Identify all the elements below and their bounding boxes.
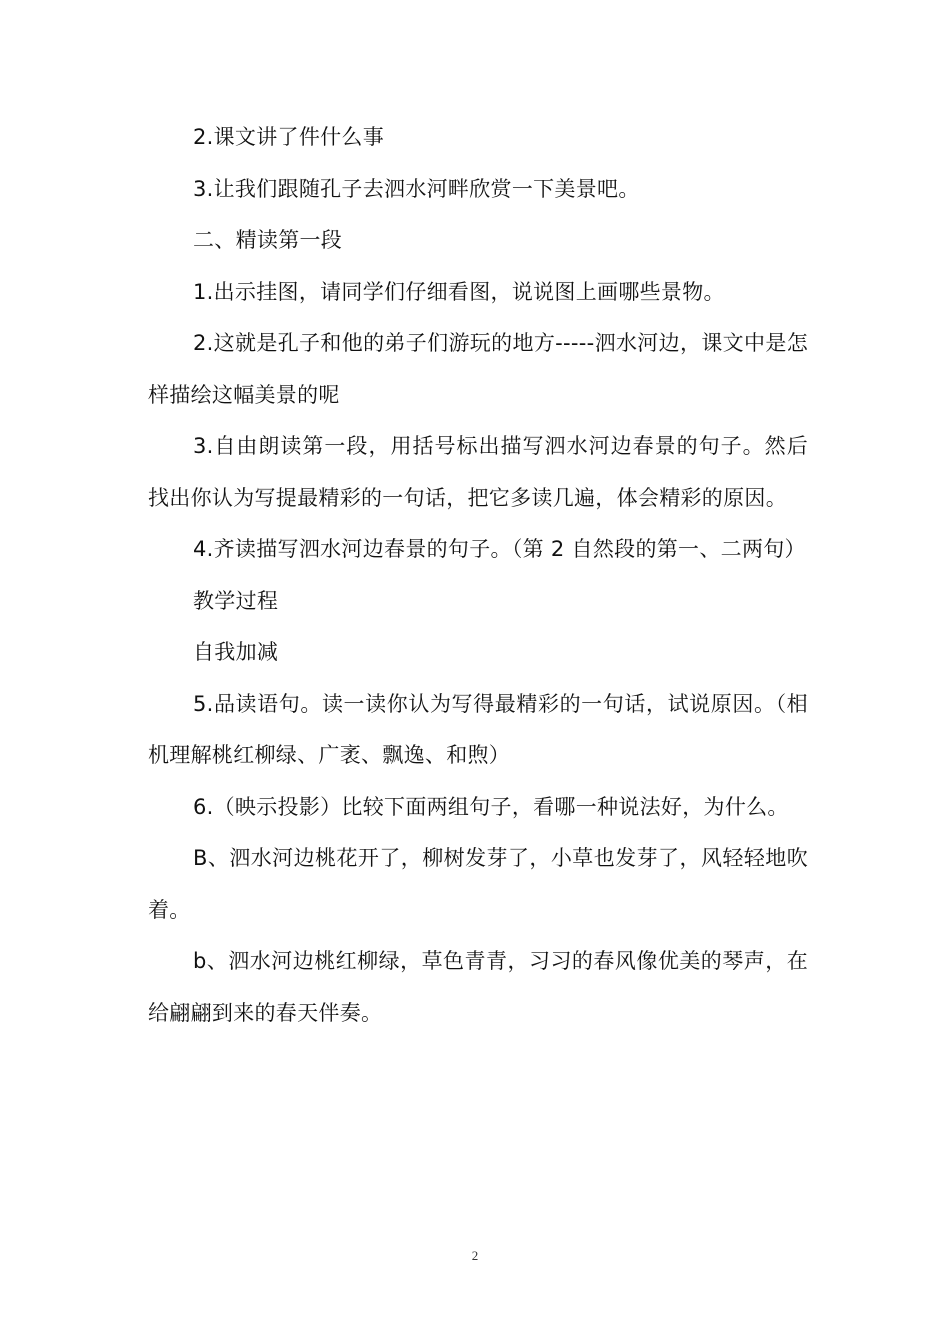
paragraph-12: B、泗水河边桃花开了，柳树发芽了，小草也发芽了，风轻轻地吹着。 [148, 846, 808, 922]
paragraph-10: 5.品读语句。读一读你认为写得最精彩的一句话，试说原因。（相机理解桃红柳绿、广袤、飘逸、和煦） [148, 691, 808, 767]
paragraph-4: 1.出示挂图，请同学们仔细看图，说说图上画哪些景物。 [193, 279, 725, 304]
paragraph-7: 4.齐读描写泗水河边春景的句子。（第 2 自然段的第一、二两句） [193, 537, 806, 561]
paragraph-13: b、泗水河边桃红柳绿，草色青青，习习的春风像优美的琴声，在给翩翩到来的春天伴奏。 [148, 949, 808, 1025]
section-heading: 二、精读第一段 [193, 228, 343, 252]
paragraph-9: 自我加减 [193, 640, 279, 664]
paragraph-11: 6.（映示投影）比较下面两组句子，看哪一种说法好，为什么。 [193, 794, 789, 819]
paragraph-6: 3.自由朗读第一段，用括号标出描写泗水河边春景的句子。然后找出你认为写提最精彩的一句话，把它多读几遍，体会精彩的原因。 [148, 434, 808, 510]
paragraph-5: 2.这就是孔子和他的弟子们游玩的地方-----泗水河边，课文中是怎样描绘这幅美景的呢 [148, 331, 808, 407]
document-body [148, 112, 808, 1039]
page-number: 2 [471, 1248, 479, 1263]
paragraph-2: 3.让我们跟随孔子去泗水河畔欣赏一下美景吧。 [193, 176, 640, 201]
paragraph-1: 2.课文讲了件什么事 [193, 125, 385, 149]
paragraph-8: 教学过程 [193, 588, 279, 613]
